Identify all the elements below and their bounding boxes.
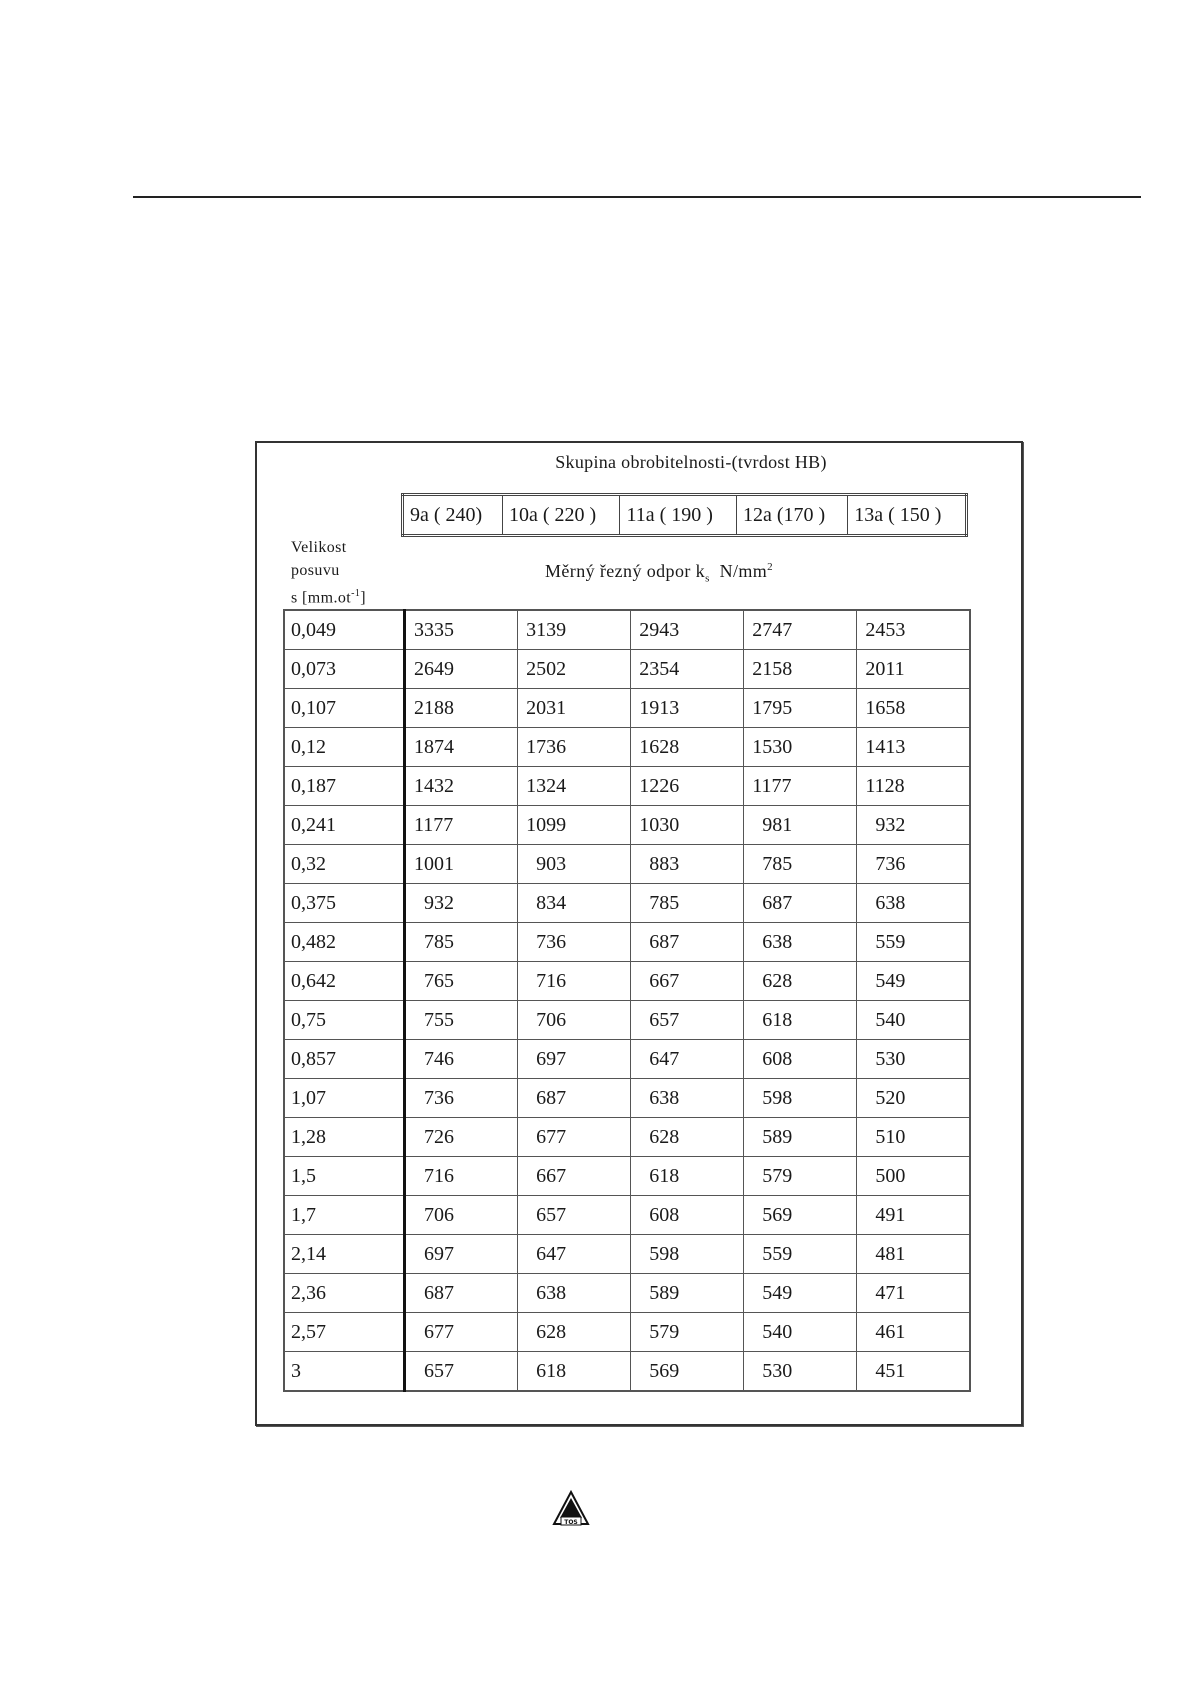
resistance-cell: 785 bbox=[405, 923, 518, 962]
resistance-cell: 903 bbox=[518, 845, 631, 884]
feed-cell: 0,241 bbox=[284, 806, 405, 845]
table-row bbox=[284, 962, 970, 1001]
table-row bbox=[284, 1235, 970, 1274]
resistance-cell: 716 bbox=[405, 1157, 518, 1196]
group-title: Skupina obrobitelnosti-(tvrdost HB) bbox=[555, 452, 827, 472]
resistance-cell: 932 bbox=[405, 884, 518, 923]
resistance-cell: 618 bbox=[744, 1001, 857, 1040]
resistance-cell: 2188 bbox=[405, 689, 518, 728]
group-header-cell: 9a ( 240) bbox=[403, 495, 503, 536]
resistance-cell: 647 bbox=[518, 1235, 631, 1274]
resistance-cell: 706 bbox=[518, 1001, 631, 1040]
group-header-cell: 13a ( 150 ) bbox=[848, 495, 967, 536]
resistance-cell: 628 bbox=[631, 1118, 744, 1157]
feed-cell: 0,857 bbox=[284, 1040, 405, 1079]
table-row bbox=[284, 806, 970, 845]
resistance-cell: 589 bbox=[744, 1118, 857, 1157]
resistance-cell: 549 bbox=[857, 962, 970, 1001]
resistance-cell: 2747 bbox=[744, 610, 857, 650]
feed-cell: 0,107 bbox=[284, 689, 405, 728]
resistance-cell: 1530 bbox=[744, 728, 857, 767]
table-row bbox=[284, 610, 970, 650]
resistance-cell: 677 bbox=[405, 1313, 518, 1352]
resistance-cell: 716 bbox=[518, 962, 631, 1001]
group-header-cell: 12a (170 ) bbox=[737, 495, 848, 536]
resistance-cell: 1658 bbox=[857, 689, 970, 728]
resistance-cell: 520 bbox=[857, 1079, 970, 1118]
resistance-cell: 736 bbox=[857, 845, 970, 884]
resistance-cell: 706 bbox=[405, 1196, 518, 1235]
table-row bbox=[284, 1352, 970, 1392]
feed-cell: 0,187 bbox=[284, 767, 405, 806]
resistance-cell: 618 bbox=[631, 1157, 744, 1196]
resistance-cell: 657 bbox=[405, 1352, 518, 1392]
table-row bbox=[284, 1001, 970, 1040]
resistance-cell: 608 bbox=[744, 1040, 857, 1079]
resistance-cell: 2354 bbox=[631, 650, 744, 689]
feed-cell: 0,073 bbox=[284, 650, 405, 689]
resistance-cell: 628 bbox=[518, 1313, 631, 1352]
resistance-cell: 579 bbox=[744, 1157, 857, 1196]
resistance-cell: 1128 bbox=[857, 767, 970, 806]
resistance-cell: 1913 bbox=[631, 689, 744, 728]
feed-axis-label: Velikost posuvu s $[mm.ot^{-1}]$ bbox=[291, 539, 366, 607]
resistance-cell: 677 bbox=[518, 1118, 631, 1157]
resistance-cell: 530 bbox=[744, 1352, 857, 1392]
resistance-cell: 1030 bbox=[631, 806, 744, 845]
feed-cell: 2,57 bbox=[284, 1313, 405, 1352]
resistance-cell: 687 bbox=[405, 1274, 518, 1313]
resistance-cell: 638 bbox=[857, 884, 970, 923]
resistance-cell: 549 bbox=[744, 1274, 857, 1313]
resistance-cell: 2649 bbox=[405, 650, 518, 689]
feed-cell: 2,36 bbox=[284, 1274, 405, 1313]
resistance-cell: 1324 bbox=[518, 767, 631, 806]
resistance-cell: 559 bbox=[857, 923, 970, 962]
resistance-cell: 765 bbox=[405, 962, 518, 1001]
feed-cell: 0,049 bbox=[284, 610, 405, 650]
table-row bbox=[284, 1313, 970, 1352]
resistance-cell: 2943 bbox=[631, 610, 744, 650]
resistance-cell: 598 bbox=[631, 1235, 744, 1274]
resistance-cell: 785 bbox=[631, 884, 744, 923]
table-row bbox=[284, 845, 970, 884]
resistance-axis-label: Měrný řezný odpor $k_s$ $N/mm^2$ bbox=[545, 561, 774, 585]
resistance-cell: 736 bbox=[518, 923, 631, 962]
resistance-cell: 1628 bbox=[631, 728, 744, 767]
resistance-cell: 569 bbox=[744, 1196, 857, 1235]
table-row bbox=[284, 728, 970, 767]
resistance-cell: 647 bbox=[631, 1040, 744, 1079]
resistance-cell: 697 bbox=[405, 1235, 518, 1274]
resistance-cell: 2011 bbox=[857, 650, 970, 689]
resistance-cell: 500 bbox=[857, 1157, 970, 1196]
resistance-cell: 530 bbox=[857, 1040, 970, 1079]
resistance-cell: 746 bbox=[405, 1040, 518, 1079]
resistance-cell: 638 bbox=[631, 1079, 744, 1118]
svg-text:TOS: TOS bbox=[564, 1519, 578, 1526]
feed-cell: 1,28 bbox=[284, 1118, 405, 1157]
resistance-cell: 1177 bbox=[744, 767, 857, 806]
tos-logo-icon bbox=[552, 1490, 590, 1528]
resistance-cell: 736 bbox=[405, 1079, 518, 1118]
resistance-cell: 559 bbox=[744, 1235, 857, 1274]
resistance-cell: 569 bbox=[631, 1352, 744, 1392]
resistance-cell: 638 bbox=[744, 923, 857, 962]
resistance-cell: 540 bbox=[744, 1313, 857, 1352]
resistance-cell: 451 bbox=[857, 1352, 970, 1392]
resistance-cell: 883 bbox=[631, 845, 744, 884]
resistance-cell: 1795 bbox=[744, 689, 857, 728]
table-row bbox=[284, 1274, 970, 1313]
resistance-cell: 598 bbox=[744, 1079, 857, 1118]
resistance-cell: 697 bbox=[518, 1040, 631, 1079]
resistance-cell: 461 bbox=[857, 1313, 970, 1352]
feed-cell: 1,07 bbox=[284, 1079, 405, 1118]
resistance-cell: 726 bbox=[405, 1118, 518, 1157]
table-row bbox=[284, 884, 970, 923]
resistance-cell: 638 bbox=[518, 1274, 631, 1313]
resistance-cell: 1001 bbox=[405, 845, 518, 884]
group-header-cell: 10a ( 220 ) bbox=[503, 495, 620, 536]
resistance-cell: 834 bbox=[518, 884, 631, 923]
resistance-cell: 755 bbox=[405, 1001, 518, 1040]
resistance-cell: 932 bbox=[857, 806, 970, 845]
resistance-cell: 1736 bbox=[518, 728, 631, 767]
resistance-cell: 2502 bbox=[518, 650, 631, 689]
feed-cell: 0,75 bbox=[284, 1001, 405, 1040]
resistance-cell: 2453 bbox=[857, 610, 970, 650]
resistance-cell: 1099 bbox=[518, 806, 631, 845]
resistance-cell: 540 bbox=[857, 1001, 970, 1040]
table-row bbox=[284, 767, 970, 806]
resistance-cell: 608 bbox=[631, 1196, 744, 1235]
table-row bbox=[284, 1196, 970, 1235]
resistance-cell: 981 bbox=[744, 806, 857, 845]
resistance-cell: 687 bbox=[518, 1079, 631, 1118]
resistance-cell: 1226 bbox=[631, 767, 744, 806]
resistance-cell: 471 bbox=[857, 1274, 970, 1313]
feed-cell: 0,482 bbox=[284, 923, 405, 962]
resistance-cell: 667 bbox=[631, 962, 744, 1001]
resistance-cell: 628 bbox=[744, 962, 857, 1001]
resistance-cell: 2158 bbox=[744, 650, 857, 689]
resistance-cell: 2031 bbox=[518, 689, 631, 728]
resistance-cell: 618 bbox=[518, 1352, 631, 1392]
resistance-cell: 510 bbox=[857, 1118, 970, 1157]
resistance-cell: 657 bbox=[631, 1001, 744, 1040]
feed-cell: 1,5 bbox=[284, 1157, 405, 1196]
feed-cell: 0,642 bbox=[284, 962, 405, 1001]
resistance-cell: 785 bbox=[744, 845, 857, 884]
table-row bbox=[284, 689, 970, 728]
feed-cell: 0,32 bbox=[284, 845, 405, 884]
resistance-cell: 491 bbox=[857, 1196, 970, 1235]
table-row bbox=[284, 1118, 970, 1157]
header-rule bbox=[133, 196, 1141, 198]
feed-cell: 3 bbox=[284, 1352, 405, 1392]
feed-cell: 0,375 bbox=[284, 884, 405, 923]
resistance-cell: 589 bbox=[631, 1274, 744, 1313]
resistance-cell: 687 bbox=[631, 923, 744, 962]
resistance-cell: 1874 bbox=[405, 728, 518, 767]
resistance-cell: 687 bbox=[744, 884, 857, 923]
resistance-cell: 579 bbox=[631, 1313, 744, 1352]
resistance-cell: 3335 bbox=[405, 610, 518, 650]
cutting-resistance-table bbox=[283, 609, 971, 1392]
resistance-cell: 481 bbox=[857, 1235, 970, 1274]
table-row bbox=[284, 1079, 970, 1118]
feed-cell: 2,14 bbox=[284, 1235, 405, 1274]
table-row bbox=[284, 1157, 970, 1196]
machinability-group-header bbox=[401, 493, 968, 537]
resistance-cell: 657 bbox=[518, 1196, 631, 1235]
resistance-cell: 1413 bbox=[857, 728, 970, 767]
feed-cell: 1,7 bbox=[284, 1196, 405, 1235]
table-row bbox=[284, 1040, 970, 1079]
feed-cell: 0,12 bbox=[284, 728, 405, 767]
resistance-cell: 667 bbox=[518, 1157, 631, 1196]
group-header-cell: 11a ( 190 ) bbox=[620, 495, 737, 536]
table-row bbox=[284, 650, 970, 689]
table-row bbox=[284, 923, 970, 962]
resistance-cell: 1177 bbox=[405, 806, 518, 845]
resistance-cell: 1432 bbox=[405, 767, 518, 806]
resistance-cell: 3139 bbox=[518, 610, 631, 650]
